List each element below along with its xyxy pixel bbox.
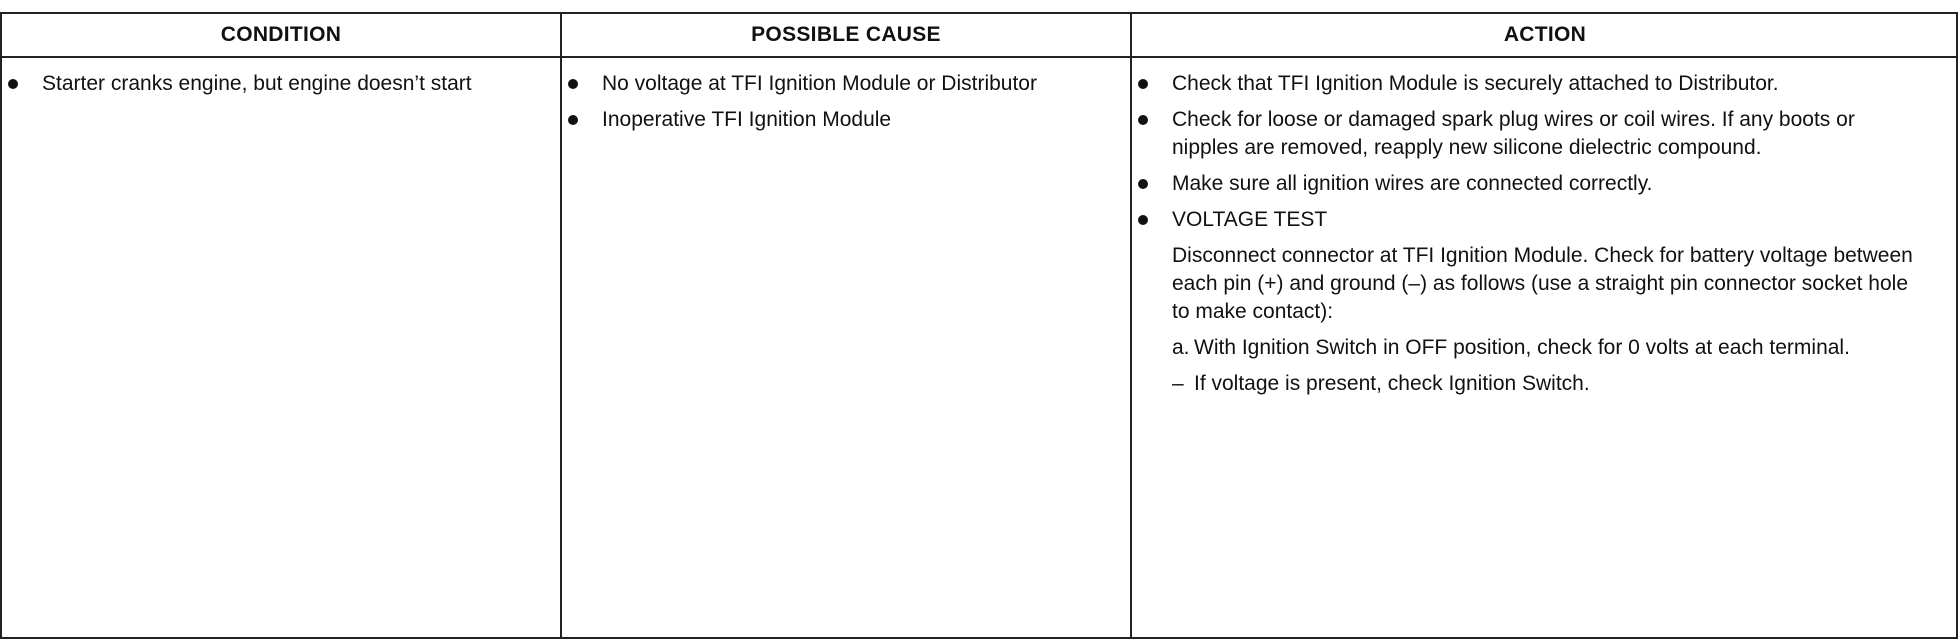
action-item-voltage-test (1132, 206, 1922, 234)
dash-note-text: If voltage is present, check Ignition Switch. (1194, 372, 1590, 395)
step-a (1132, 334, 1922, 362)
cause-item-text: Inoperative TFI Ignition Module (602, 108, 892, 131)
step-a-label: a. (1172, 336, 1190, 359)
voltage-test-heading: VOLTAGE TEST (1172, 208, 1328, 231)
header-action: ACTION (1503, 23, 1587, 46)
bullet-icon (8, 79, 18, 89)
voltage-test-instructions: Disconnect connector at TFI Ignition Module. Check for battery voltage between each pin (+) and ground (–) as follows (use a straight pin connector socket hole to make contact): (1172, 244, 1913, 323)
action-cell (1132, 58, 1922, 406)
condition-item (2, 70, 502, 98)
dash-note-label: – (1172, 372, 1184, 395)
dash-note (1132, 370, 1922, 398)
bullet-icon (1138, 179, 1148, 189)
action-item (1132, 106, 1922, 162)
condition-cell (2, 58, 502, 106)
possible-cause-cell (562, 58, 1102, 142)
bullet-icon (1138, 215, 1148, 225)
troubleshooting-table (0, 12, 1958, 639)
cause-item (562, 70, 1102, 98)
action-item (1132, 170, 1922, 198)
cause-item (562, 106, 1102, 134)
action-item-text: Check that TFI Ignition Module is securely attached to Distributor. (1172, 72, 1779, 95)
bullet-icon (568, 115, 578, 125)
bullet-icon (1138, 115, 1148, 125)
condition-item-text: Starter cranks engine, but engine doesn’t start (42, 72, 472, 95)
action-item-text: Make sure all ignition wires are connected correctly. (1172, 172, 1653, 195)
header-condition: CONDITION (220, 23, 342, 46)
action-item-text: Check for loose or damaged spark plug wires or coil wires. If any boots or nipples are removed, reapply new silicone dielectric compound. (1172, 108, 1855, 159)
bullet-icon (1138, 79, 1148, 89)
header-possible-cause: POSSIBLE CAUSE (751, 23, 941, 46)
cause-item-text: No voltage at TFI Ignition Module or Distributor (602, 72, 1037, 95)
action-item (1132, 70, 1922, 98)
bullet-icon (568, 79, 578, 89)
step-a-text: With Ignition Switch in OFF position, check for 0 volts at each terminal. (1194, 336, 1850, 359)
